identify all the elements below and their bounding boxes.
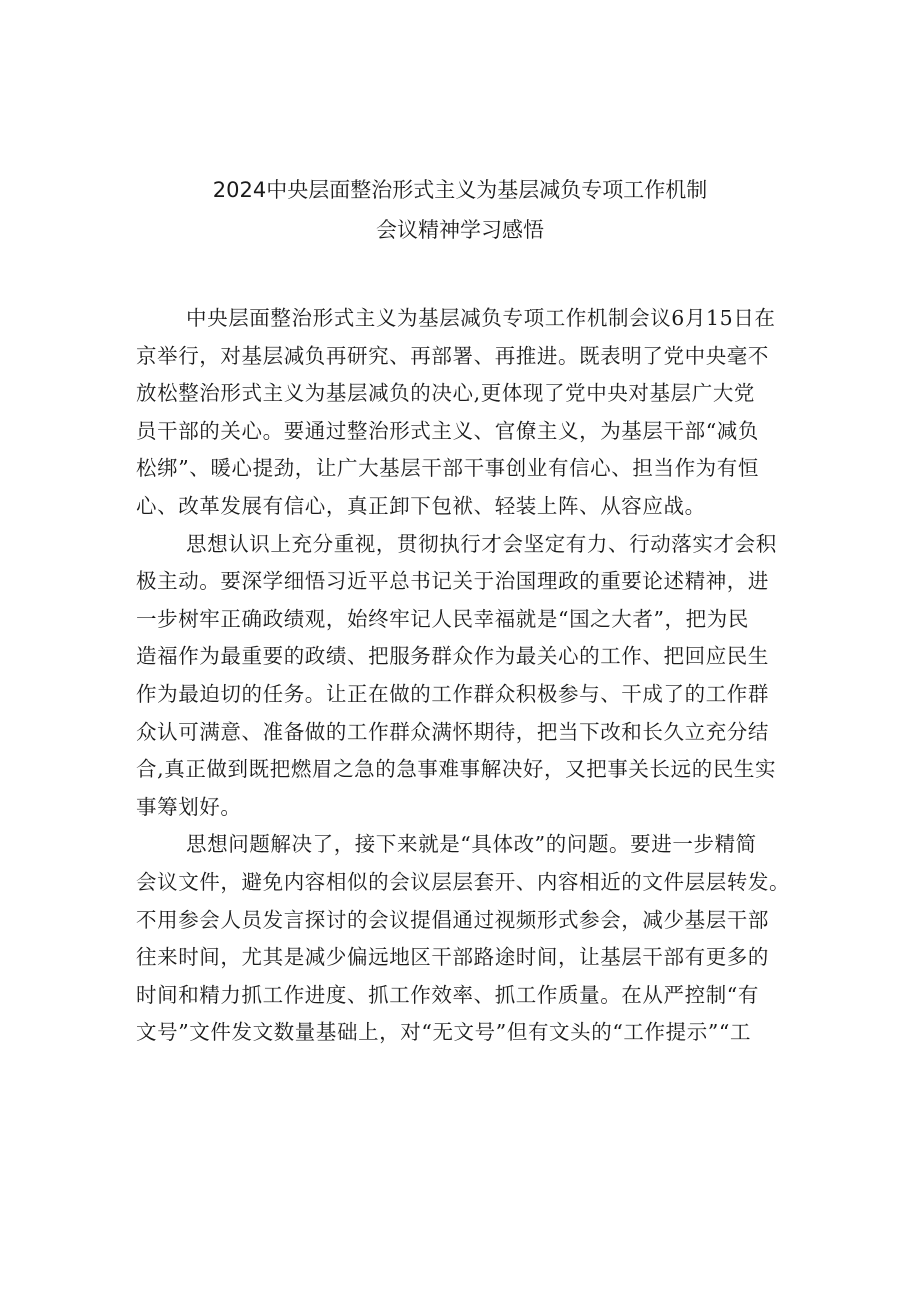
paragraph-line: 众认可满意、准备做的工作群众满怀期待，把当下改和长久立充分结 <box>136 719 769 744</box>
paragraph-2 <box>136 526 792 827</box>
paragraph-line: 往来时间，尤其是减少偏远地区干部路途时间，让基层干部有更多的 <box>136 945 769 970</box>
paragraph-line: 合,真正做到既把燃眉之急的急事难事解决好，又把事关长远的民生实 <box>136 757 777 782</box>
paragraph-line: 员干部的关心。要通过整治形式主义、官僚主义，为基层干部“减负 <box>136 418 759 443</box>
paragraph-line: 中央层面整治形式主义为基层减负专项工作机制会议6月15日在 <box>186 306 776 330</box>
paragraph-3 <box>136 826 792 1052</box>
paragraph-line: 造福作为最重要的政绩、把服务群众作为最关心的工作、把回应民生 <box>136 644 769 669</box>
paragraph-line: 不用参会人员发言探讨的会议提倡通过视频形式参会，减少基层干部 <box>136 907 769 932</box>
paragraph-line: 时间和精力抓工作进度、抓工作效率、抓工作质量。在从严控制“有 <box>136 982 759 1007</box>
paragraph-line: 事筹划好。 <box>136 794 242 819</box>
paragraph-line: 一步树牢正确政绩观，始终牢记人民幸福就是“国之大者”，把为民 <box>136 606 749 631</box>
paragraph-line: 文号”文件发文数量基础上，对“无文号”但有文头的“工作提示”“工 <box>136 1020 752 1045</box>
paragraph-line: 松绑”、暖心提劲，让广大基层干部干事创业有信心、担当作为有恒 <box>136 456 759 481</box>
paragraph-line: 思想认识上充分重视，贯彻执行才会坚定有力、行动落实才会积 <box>186 531 777 556</box>
document-body <box>136 300 792 1052</box>
paragraph-line: 思想问题解决了，接下来就是“具体改”的问题。要进一步精简 <box>186 832 757 857</box>
paragraph-line: 放松整治形式主义为基层减负的决心,更体现了党中央对基层广大党 <box>136 381 756 406</box>
title-line: 会议精神学习感悟 <box>376 218 544 242</box>
paragraph-line: 京举行，对基层减负再研究、再部署、再推进。既表明了党中央毫不 <box>136 343 769 368</box>
paragraph-line: 心、改革发展有信心，真正卸下包袱、轻装上阵、从容应战。 <box>136 493 706 518</box>
paragraph-line: 会议文件，避免内容相似的会议层层套开、内容相近的文件层层转发。 <box>136 869 791 894</box>
document-title <box>0 170 920 250</box>
paragraph-line: 作为最迫切的任务。让正在做的工作群众积极参与、干成了的工作群 <box>136 681 769 706</box>
paragraph-line: 极主动。要深学细悟习近平总书记关于治国理政的重要论述精神，进 <box>136 569 769 594</box>
title-line: 2024中央层面整治形式主义为基层减负专项工作机制 <box>212 178 708 202</box>
paragraph-1 <box>136 300 792 526</box>
